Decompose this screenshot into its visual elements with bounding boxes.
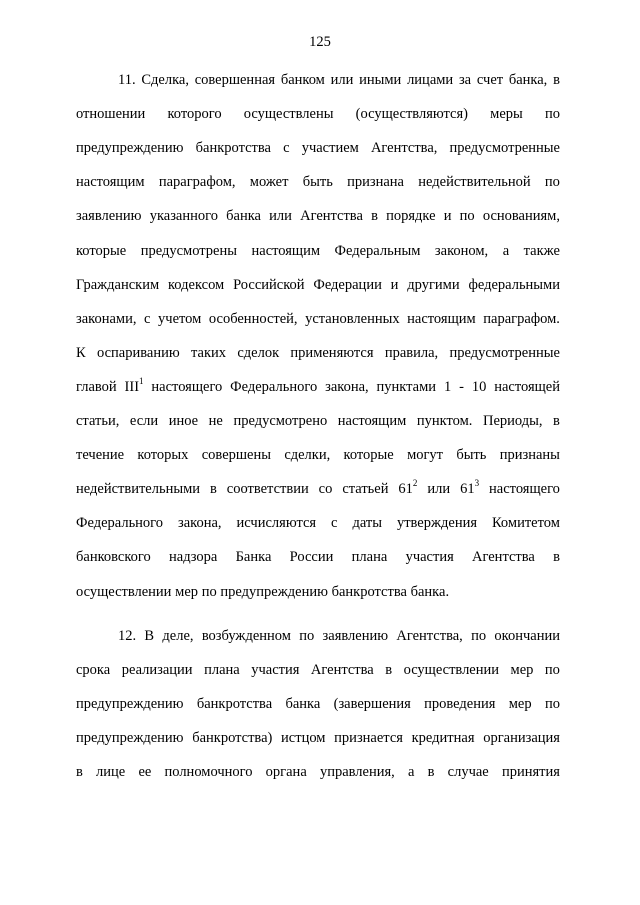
- word: по: [299, 627, 315, 644]
- word: которого: [167, 106, 222, 123]
- word: управления,: [319, 764, 395, 780]
- word: признана: [347, 174, 404, 191]
- word: быть: [456, 447, 487, 464]
- word: участием: [301, 140, 359, 157]
- word: предупреждению: [76, 695, 184, 712]
- word: плана: [204, 661, 240, 678]
- word: истцом: [281, 729, 326, 746]
- word: (завершения: [333, 695, 411, 712]
- word: настоящей: [494, 378, 560, 395]
- word: возбужденном: [201, 627, 291, 644]
- word: правила,: [384, 344, 439, 361]
- word: а: [407, 764, 415, 780]
- word: не: [208, 413, 223, 429]
- page-number: 125: [309, 34, 331, 50]
- word: параграфом.: [483, 310, 560, 327]
- word: соответствии: [226, 481, 309, 498]
- word: могут: [407, 447, 444, 464]
- word: с: [331, 515, 338, 532]
- word: банком: [280, 72, 325, 88]
- word: В: [144, 627, 155, 644]
- word: в: [553, 72, 560, 88]
- word: лице: [96, 764, 126, 780]
- word: предупреждению: [76, 729, 184, 746]
- word: лицами: [407, 72, 454, 88]
- word: в: [76, 764, 83, 780]
- word: 12.: [118, 627, 137, 644]
- word: случае: [447, 764, 489, 780]
- text-line: [76, 309, 560, 329]
- word: банкротства): [192, 729, 273, 746]
- word: главой: [76, 378, 117, 395]
- word: банковского: [76, 549, 151, 566]
- text-line: [76, 275, 560, 295]
- word: Агентства: [300, 208, 363, 225]
- word: статьи,: [76, 413, 120, 429]
- word: ее: [138, 764, 152, 780]
- word: предусмотренные: [449, 344, 560, 361]
- word: другими: [407, 276, 460, 293]
- word: банкротства: [196, 695, 273, 712]
- text-line: [76, 411, 560, 431]
- word: параграфом,: [158, 174, 236, 191]
- word: которые: [76, 242, 127, 259]
- text-line: [118, 626, 560, 646]
- word: проведения: [424, 695, 496, 712]
- word: установленных: [305, 310, 400, 327]
- word: $61^3$: [460, 478, 480, 498]
- word: быть: [302, 174, 333, 191]
- word: осуществлены: [243, 106, 334, 123]
- text-line: [76, 104, 560, 124]
- word: настоящего: [489, 481, 560, 498]
- word: Агентства,: [370, 140, 438, 157]
- word: настоящим: [407, 310, 476, 327]
- word: III$^1$: [124, 376, 144, 395]
- word: Сделка,: [141, 72, 189, 88]
- word: основаниям,: [482, 208, 560, 225]
- word: $61^2$: [398, 478, 418, 498]
- word: К: [76, 344, 86, 361]
- word: предусмотрено: [233, 413, 328, 429]
- word: окончании: [494, 627, 560, 644]
- word: с: [283, 140, 290, 157]
- word: или: [269, 208, 292, 225]
- word: 11.: [118, 72, 136, 88]
- word: Гражданским: [76, 276, 160, 293]
- word: в: [553, 549, 560, 566]
- word: в: [385, 661, 393, 678]
- word: иными: [359, 72, 402, 88]
- word: Федеральным: [334, 242, 421, 259]
- word: исчисляются: [236, 515, 317, 532]
- word: пунктами: [376, 378, 437, 395]
- superscript: 3: [474, 478, 480, 489]
- word: органа: [265, 764, 307, 780]
- word: организация: [483, 729, 560, 746]
- text-line: [76, 138, 560, 158]
- text-line: [76, 172, 560, 192]
- word: Комитетом: [491, 515, 560, 532]
- text-line: [76, 479, 560, 499]
- word: Российской: [233, 276, 305, 293]
- word: банка,: [508, 72, 548, 88]
- word: 1: [443, 378, 452, 395]
- superscript: 1: [139, 376, 144, 387]
- word: мер: [508, 695, 532, 712]
- text-line: [76, 762, 560, 782]
- word: совершенная: [194, 72, 276, 88]
- word: утверждения: [396, 515, 478, 532]
- word: заявлению: [322, 627, 389, 644]
- word: учетом: [158, 310, 202, 327]
- word: Периоды,: [482, 413, 543, 429]
- word: признается: [334, 729, 403, 746]
- text-line: [76, 728, 560, 748]
- word: по: [471, 627, 487, 644]
- text-line: [76, 694, 560, 714]
- word: порядке: [386, 208, 436, 225]
- word: заявлению: [76, 208, 142, 225]
- superscript: 2: [412, 478, 418, 489]
- word: в: [209, 481, 217, 498]
- word: в: [427, 764, 435, 780]
- word: по: [544, 661, 560, 678]
- text-line: [76, 343, 560, 363]
- word: иное: [168, 413, 199, 429]
- text-line: [118, 70, 560, 90]
- word: с: [144, 310, 151, 327]
- word: в: [553, 413, 560, 429]
- word: в: [371, 208, 378, 225]
- word: по: [544, 695, 560, 712]
- word: настоящим: [251, 242, 321, 259]
- word: недействительной: [418, 174, 531, 191]
- word: по: [544, 106, 560, 123]
- word: закона,: [178, 515, 222, 532]
- word: признаны: [499, 447, 560, 464]
- word: Банка: [235, 549, 272, 566]
- word: Агентства: [472, 549, 535, 566]
- word: федеральными: [468, 276, 560, 293]
- word: 10: [471, 378, 487, 395]
- word: банка: [226, 208, 261, 225]
- word: настоящим: [76, 174, 145, 191]
- word: настоящего: [151, 378, 223, 395]
- word: по: [201, 583, 217, 600]
- word: участия: [251, 661, 300, 678]
- word: совершены: [201, 447, 271, 464]
- word: оспариванию: [96, 344, 180, 361]
- word: счет: [476, 72, 504, 88]
- text-line: [76, 582, 560, 602]
- word: закона,: [325, 378, 369, 395]
- word: и: [443, 208, 452, 225]
- word: банка: [285, 695, 321, 712]
- word: по: [544, 174, 560, 191]
- word: реализации: [121, 661, 193, 678]
- word: предупреждению: [220, 583, 328, 600]
- word: Федерального: [76, 515, 164, 532]
- word: России: [289, 549, 334, 566]
- word: банка.: [410, 583, 450, 600]
- word: которых: [137, 447, 189, 464]
- word: если: [129, 413, 159, 429]
- text-line: [76, 660, 560, 680]
- word: деле,: [162, 627, 194, 644]
- word: банкротства: [331, 583, 407, 600]
- word: сделки,: [284, 447, 331, 464]
- text-line: [76, 445, 560, 465]
- word: кодексом: [168, 276, 225, 293]
- word: полномочного: [164, 764, 253, 780]
- word: Агентства,: [396, 627, 463, 644]
- word: -: [459, 378, 464, 395]
- word: мер: [175, 583, 199, 600]
- word: предупреждению: [76, 140, 184, 157]
- word: применяются: [290, 344, 374, 361]
- word: а: [502, 242, 510, 259]
- word: течение: [76, 447, 125, 464]
- word: надзора: [169, 549, 218, 566]
- word: предусмотрены: [140, 242, 237, 259]
- word: пунктом.: [416, 413, 473, 429]
- word: настоящим: [337, 413, 407, 429]
- word: указанного: [149, 208, 218, 225]
- word: осуществлении: [403, 661, 500, 678]
- word: сделок: [237, 344, 280, 361]
- word: даты: [352, 515, 382, 532]
- word: может: [249, 174, 289, 191]
- word: участия: [405, 549, 454, 566]
- word: принятия: [501, 764, 560, 780]
- word: кредитная: [411, 729, 475, 746]
- word: статьей: [342, 481, 389, 498]
- word: осуществлении: [76, 583, 172, 600]
- word: срока: [76, 661, 111, 678]
- word: плана: [351, 549, 388, 566]
- word: особенностей,: [208, 310, 298, 327]
- word: недействительными: [76, 481, 201, 498]
- word: или: [330, 72, 354, 88]
- word: отношении: [76, 106, 146, 123]
- word: Агентства: [310, 661, 374, 678]
- word: за: [458, 72, 472, 88]
- text-line: [76, 547, 560, 567]
- text-line: [76, 513, 560, 533]
- word: мер: [510, 661, 534, 678]
- word: таких: [191, 344, 227, 361]
- word: Федерального: [230, 378, 318, 395]
- text-line: [76, 206, 560, 226]
- word: предусмотренные: [449, 140, 560, 157]
- word: также: [523, 242, 560, 259]
- word: (осуществляются): [355, 106, 468, 123]
- word: законом,: [434, 242, 489, 259]
- word: которые: [343, 447, 394, 464]
- word: Федерации: [313, 276, 382, 293]
- word: меры: [490, 106, 523, 123]
- text-line: [76, 377, 560, 397]
- word: и: [390, 276, 399, 293]
- word: со: [318, 481, 333, 498]
- word: банкротства: [195, 140, 271, 157]
- word: по: [459, 208, 475, 225]
- text-line: [76, 241, 560, 261]
- word: или: [427, 481, 451, 498]
- word: законами,: [76, 310, 137, 327]
